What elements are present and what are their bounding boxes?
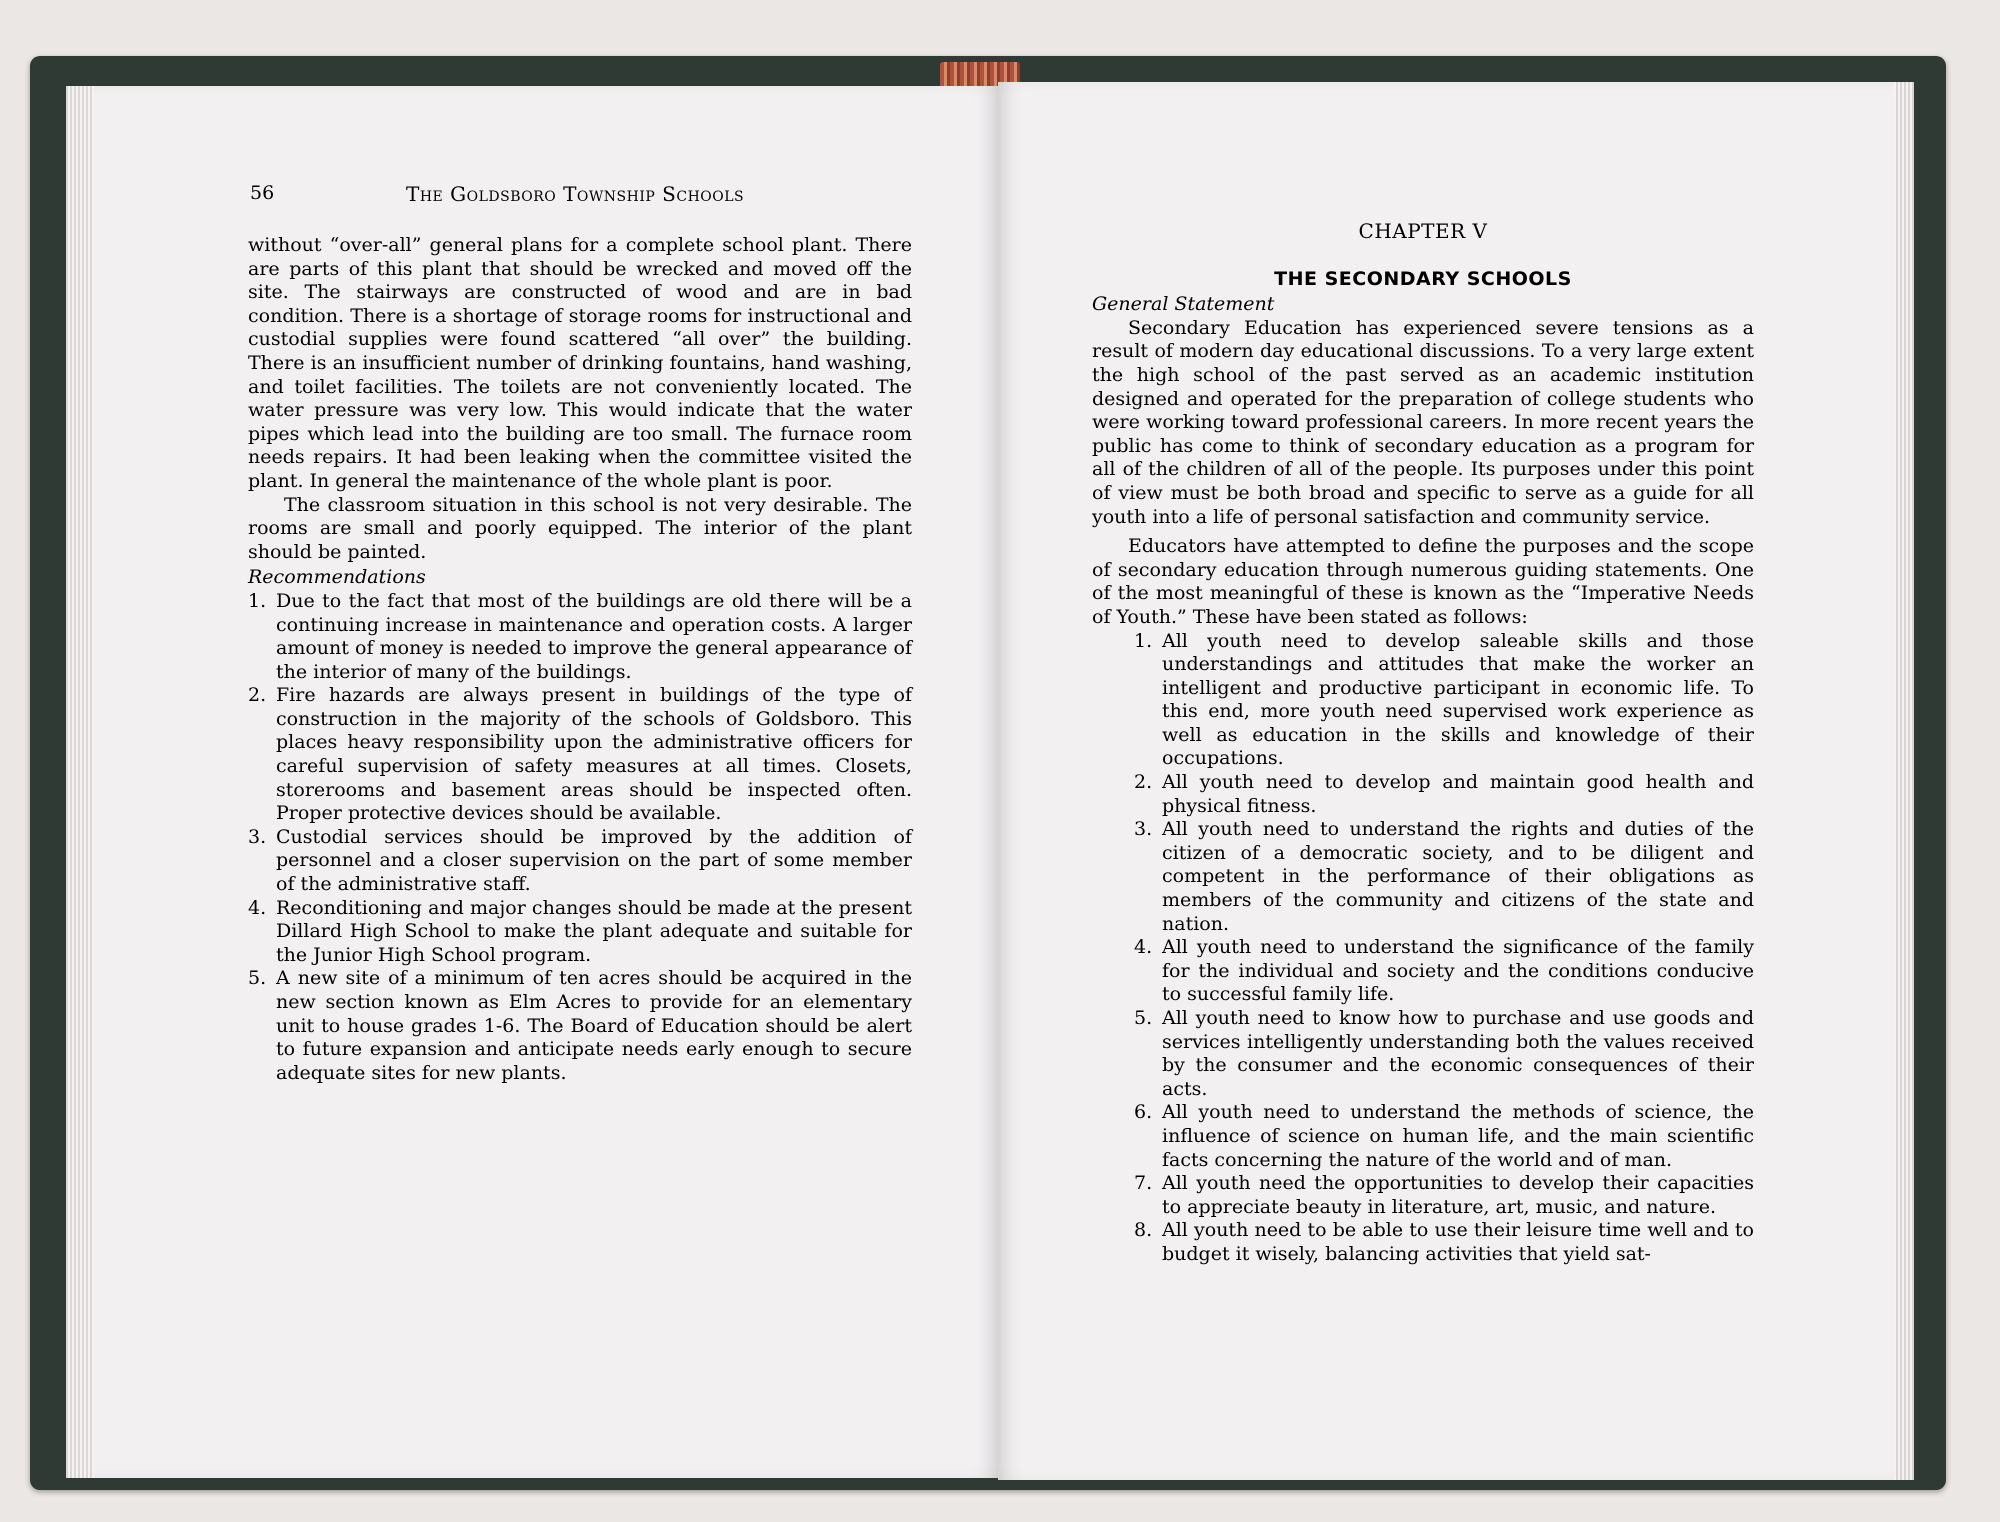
list-number: 5. xyxy=(248,967,267,990)
left-paragraph: without “over-all” general plans for a complete school plant. There are parts of this plant that should be wrecked and moved off the site. The stairways are constructed of wood and are in bad condition. There is a shortage of storage rooms for instructional and custodial supplies were found scattered “all over” the building. There is an insufficient number of drinking fountains, hand washing, and toilet facilities. The toilets are not conveniently located. The water pressure was very low. This would indicate that the water pipes which lead into the building are too small. The furnace room needs repairs. It had been leaking when the committee visited the plant. In general the maintenance of the whole plant is poor. xyxy=(248,234,912,492)
list-item xyxy=(1134,818,1754,936)
recommendations-list xyxy=(248,590,912,1085)
recommendations-heading: Recommendations xyxy=(248,566,426,589)
list-text: All youth need to develop and maintain good health and physical fitness. xyxy=(1162,771,1754,817)
list-text: All youth need the opportunities to develop their capacities to appreciate beauty in literature, art, music, and nature. xyxy=(1162,1172,1754,1218)
list-text: All youth need to understand the significance of the family for the individual and society and the conditions conducive to successful family life. xyxy=(1162,936,1754,1006)
left-page-header xyxy=(250,182,274,204)
list-item xyxy=(1134,1172,1754,1219)
list-number: 2. xyxy=(248,684,267,707)
list-item xyxy=(248,684,912,826)
list-number: 4. xyxy=(248,896,267,919)
list-item xyxy=(1134,771,1754,818)
left-page-edges xyxy=(66,86,94,1478)
list-text: All youth need to develop saleable skills and those understandings and attitudes that make the worker an intelligent and productive participant in economic life. To this end, more youth need supervised work experience as well as education in the skills and knowledge of their occupations. xyxy=(1162,629,1754,770)
list-number: 1. xyxy=(248,589,267,612)
list-number: 7. xyxy=(1134,1172,1153,1195)
section-heading: General Statement xyxy=(1092,293,1275,316)
list-text: Custodial services should be improved by the addition of personnel and a closer supervision on the part of some member of the administrative staff. xyxy=(276,825,912,896)
list-item xyxy=(1134,1101,1754,1172)
left-running-head: The Goldsboro Township Schools xyxy=(406,182,745,206)
list-number: 5. xyxy=(1134,1007,1153,1029)
list-text: All youth need to know how to purchase and use goods and services intelligently understanding both the values received by the consumer and the economic consequences of their acts. xyxy=(1162,1007,1754,1100)
list-text: Fire hazards are always present in buildings of the type of construction in the majority of the schools of Goldsboro. This places heavy responsibility upon the administrative officers for careful supervision of safety measures at all times. Closets, storerooms and basement areas should be inspected often. Proper protective devices should be available. xyxy=(276,684,912,825)
list-item xyxy=(248,897,912,968)
right-page-body xyxy=(1092,218,1754,1267)
list-number: 8. xyxy=(1134,1219,1153,1242)
list-number: 1. xyxy=(1134,629,1153,652)
list-text: Due to the fact that most of the buildings are old there will be a continuing increase in maintenance and operation costs. A larger amount of money is needed to improve the general appearance of the interior of many of the buildings. xyxy=(276,589,912,683)
list-item xyxy=(248,826,912,897)
right-paragraph: Secondary Education has experienced severe tensions as a result of modern day educational discussions. To a very large extent the high school of the past served as an academic institution designed and operated for the preparation of college students who were working toward professional careers. In more recent years the public has come to think of secondary education as a program for all of the children of all of the people. Its purposes under this point of view must be both broad and specific to serve as a guide for all youth into a life of personal satisfaction and community service. xyxy=(1092,316,1754,528)
right-paragraph: Educators have attempted to define the purposes and the scope of secondary education through numerous guiding statements. One of the most meaningful of these is known as the “Imperative Needs of Youth.” These have been stated as follows: xyxy=(1092,535,1754,628)
left-paragraph: The classroom situation in this school is not very desirable. The rooms are small and poorly equipped. The interior of the plant should be painted. xyxy=(248,493,912,563)
list-text: A new site of a minimum of ten acres should be acquired in the new section known as Elm Acres to provide for an elementary unit to house grades 1-6. The Board of Education should be alert to future expansion and anticipate needs early enough to secure adequate sites for new plants. xyxy=(276,967,912,1084)
list-item xyxy=(1134,1007,1754,1101)
list-item xyxy=(1134,630,1754,772)
right-page-edges xyxy=(1894,82,1914,1480)
list-text: All youth need to understand the rights and duties of the citizen of a democratic society, and to be diligent and competent in the performance of their obligations as members of the community and citizens of the state and nation. xyxy=(1162,818,1754,935)
list-number: 3. xyxy=(1134,818,1153,841)
list-number: 2. xyxy=(1134,771,1153,794)
list-text: All youth need to be able to use their leisure time well and to budget it wisely, balancing activities that yield sat- xyxy=(1162,1219,1754,1265)
left-page-body xyxy=(248,234,912,1085)
list-number: 6. xyxy=(1134,1101,1153,1124)
left-page-number: 56 xyxy=(250,182,275,204)
list-text: Reconditioning and major changes should be made at the present Dillard High School to make the plant adequate and suitable for the Junior High School program. xyxy=(276,896,912,966)
list-number: 4. xyxy=(1134,936,1153,959)
needs-list xyxy=(1092,630,1754,1267)
list-text: All youth need to understand the methods of science, the influence of science on human life, and the main scientific facts concerning the nature of the world and of man. xyxy=(1162,1101,1754,1171)
list-item xyxy=(1134,1219,1754,1266)
list-item xyxy=(1134,936,1754,1007)
list-number: 3. xyxy=(248,825,267,848)
list-item xyxy=(248,590,912,684)
list-item xyxy=(248,967,912,1085)
chapter-title: THE SECONDARY SCHOOLS xyxy=(1274,267,1572,290)
chapter-label: CHAPTER V xyxy=(1358,219,1488,243)
